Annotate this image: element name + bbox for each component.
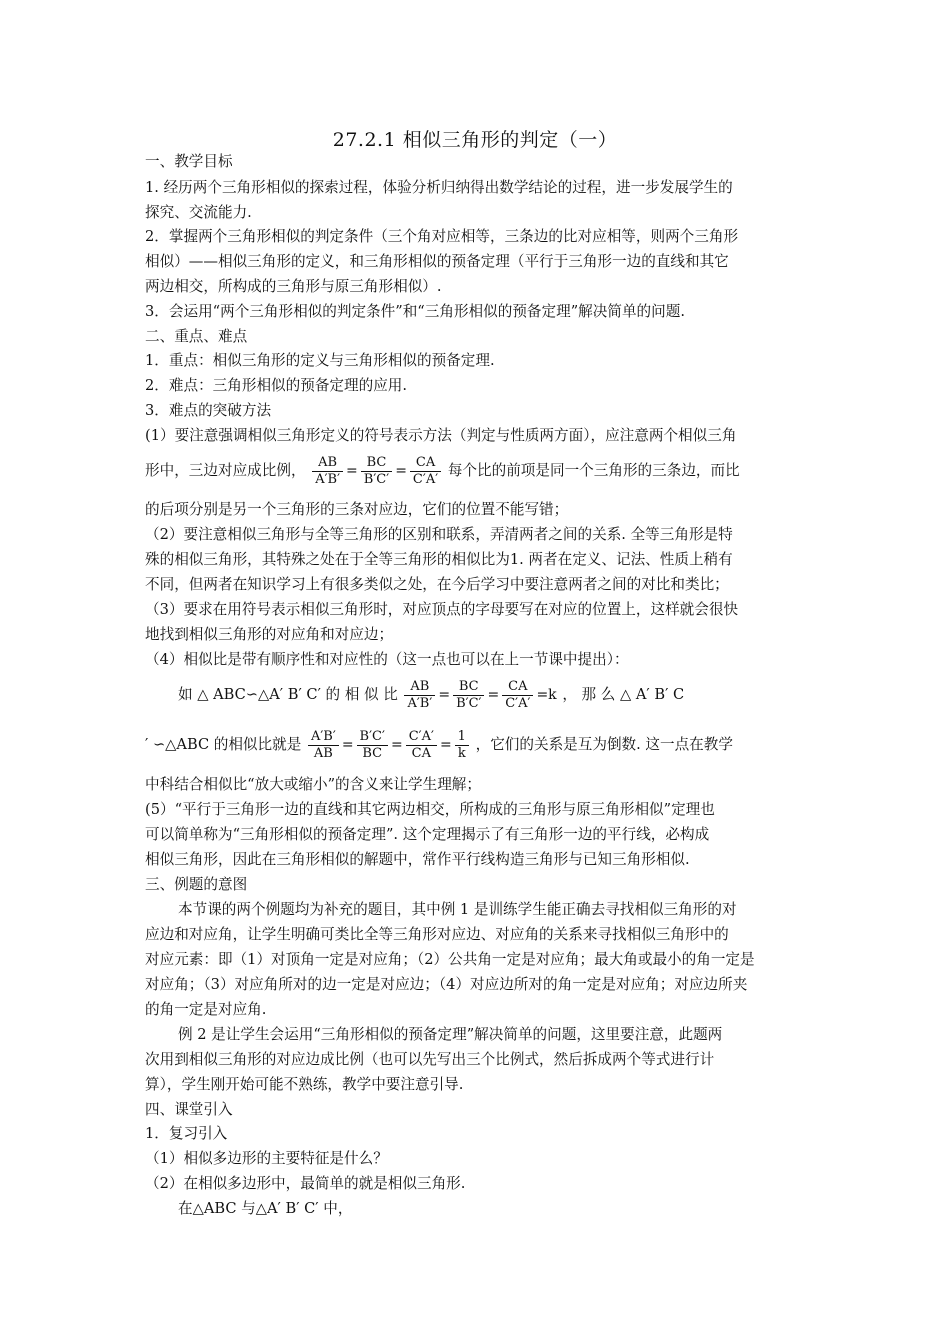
text-line: （4）相似比是带有顺序性和对应性的（这一点也可以在上一节课中提出）： [145,651,629,668]
text-line: 地找到相似三角形的对应角和对应边； [145,626,394,643]
ratio-equation: $\frac{AB}{A'B'}$ = $\frac{BC}{B'C'}$ = $\frac{CA}{C'A'}$ =k [402,676,557,714]
fraction: $\frac{BC}{B'C'}$ [453,679,484,712]
text-line: 相似）——相似三角形的定义，和三角形相似的预备定理（平行于三角形一边的直线和其它 [145,253,729,270]
text-segment: ， 那 么 △ A′ B′ C [562,686,685,703]
fraction: $\frac{AB}{A'B'}$ [312,455,343,488]
text-line: 2．掌握两个三角形相似的判定条件（三个角对应相等，三条边的比对应相等，则两个三角形 [145,228,739,245]
text-line: 对应角；（3）对应角所对的边一定是对应边；（4）对应边所对的角一定是对应角；对应边所夹 [145,976,748,993]
text-line: 殊的相似三角形，其特殊之处在于全等三角形的相似比为1. 两者在定义、记法、性质上稍有 [145,551,733,568]
text-line: 例 2 是让学生会运用“三角形相似的预备定理”解决简单的问题，这里要注意，此题两 [178,1026,723,1043]
text-segment: ，它们的关系是互为倒数. 这一点在教学 [475,736,733,753]
text-segment: 每个比的前项是同一个三角形的三条边，而比 [447,462,740,479]
fraction: $\frac{C'A'}{CA}$ [406,729,437,762]
text-line: （3）要求在用符号表示相似三角形时，对应顶点的字母要写在对应的位置上，这样就会很快 [145,601,739,618]
fraction: $\frac{CA}{C'A'}$ [410,455,441,488]
fraction: $\frac{AB}{A'B'}$ [404,679,435,712]
section-heading: 一、教学目标 [145,153,233,170]
text-line-with-equation [145,452,810,490]
text-segment: 如 △ ABC∽△A′ B′ C′ 的 相 似 比 [178,686,398,703]
text-line: 应边和对应角，让学生明确可类比全等三角形对应边、对应角的关系来寻找相似三角形中的 [145,926,729,943]
section-heading: 四、课堂引入 [145,1101,233,1118]
text-line: (5）“平行于三角形一边的直线和其它两边相交，所构成的三角形与原三角形相似”定理也 [145,801,715,818]
text-line: 2．难点：三角形相似的预备定理的应用. [145,377,408,394]
text-line: （2）在相似多边形中，最简单的就是相似三角形. [145,1175,466,1192]
text-line: 本节课的两个例题均为补充的题目，其中例 1 是训练学生能正确去寻找相似三角形的对 [178,901,737,918]
text-line: 3．会运用“两个三角形相似的判定条件”和“三角形相似的预备定理”解决简单的问题. [145,303,685,320]
document-title: 27.2.1 相似三角形的判定（一） [332,129,618,151]
fraction: $\frac{A'B'}{AB}$ [308,729,339,762]
text-segment: ′ ∽△ABC 的相似比就是 [145,736,302,753]
text-line: 1．复习引入 [145,1125,228,1142]
text-line: 探究、交流能力. [145,204,252,221]
text-line: 1. 经历两个三角形相似的探索过程，体验分析归纳得出数学结论的过程，进一步发展学生的 [145,179,733,196]
ratio-equation: $\frac{AB}{A'B'}$ = $\frac{BC}{B'C'}$ = $\frac{CA}{C'A'}$ [310,452,443,490]
text-line-with-equation [145,726,810,764]
text-line: 可以简单称为“三角形相似的预备定理”. 这个定理揭示了有三角形一边的平行线，必构成 [145,826,710,843]
text-line: 两边相交，所构成的三角形与原三角形相似）. [145,278,442,295]
fraction: $\frac{B'C'}{BC}$ [357,729,388,762]
text-line: （1）相似多边形的主要特征是什么？ [145,1150,388,1167]
text-line: 算），学生刚开始可能不熟练，教学中要注意引导. [145,1076,464,1093]
text-line: 中科结合相似比“放大或缩小”的含义来让学生理解； [145,776,481,793]
fraction: $\frac{CA}{C'A'}$ [502,679,533,712]
text-line: 不同，但两者在知识学习上有很多类似之处，在今后学习中要注意两者之间的对比和类比； [145,576,729,593]
text-line: 次用到相似三角形的对应边成比例（也可以先写出三个比例式，然后拆成两个等式进行计 [145,1051,715,1068]
text-line: （2）要注意相似三角形与全等三角形的区别和联系，弄清两者之间的关系. 全等三角形是特 [145,526,733,543]
text-line: 3．难点的突破方法 [145,402,272,419]
text-line: 1．重点：相似三角形的定义与三角形相似的预备定理. [145,352,495,369]
section-heading: 三、例题的意图 [145,876,248,893]
text-line: 相似三角形，因此在三角形相似的解题中，常作平行线构造三角形与已知三角形相似. [145,851,690,868]
text-line: 的后项分别是另一个三角形的三条对应边，它们的位置不能写错； [145,501,569,518]
text-line: (1）要注意强调相似三角形定义的符号表示方法（判定与性质两方面），应注意两个相似三角 [145,427,737,444]
section-heading: 二、重点、难点 [145,328,248,345]
text-line: 的角一定是对应角. [145,1001,267,1018]
fraction: $\frac{1}{k}$ [455,729,469,762]
text-segment: 形中，三边对应成比例， [145,462,306,479]
ratio-equation: $\frac{A'B'}{AB}$ = $\frac{B'C'}{BC}$ = $\frac{C'A'}{CA}$ = $\frac{1}{k}$ [306,726,471,764]
text-line: 对应元素：即（1）对顶角一定是对应角；（2）公共角一定是对应角；最大角或最小的角一定是 [145,951,755,968]
fraction: $\frac{BC}{B'C'}$ [361,455,392,488]
text-line-with-equation [178,676,810,714]
text-line: 在△ABC 与△A′ B′ C′ 中， [178,1200,353,1217]
